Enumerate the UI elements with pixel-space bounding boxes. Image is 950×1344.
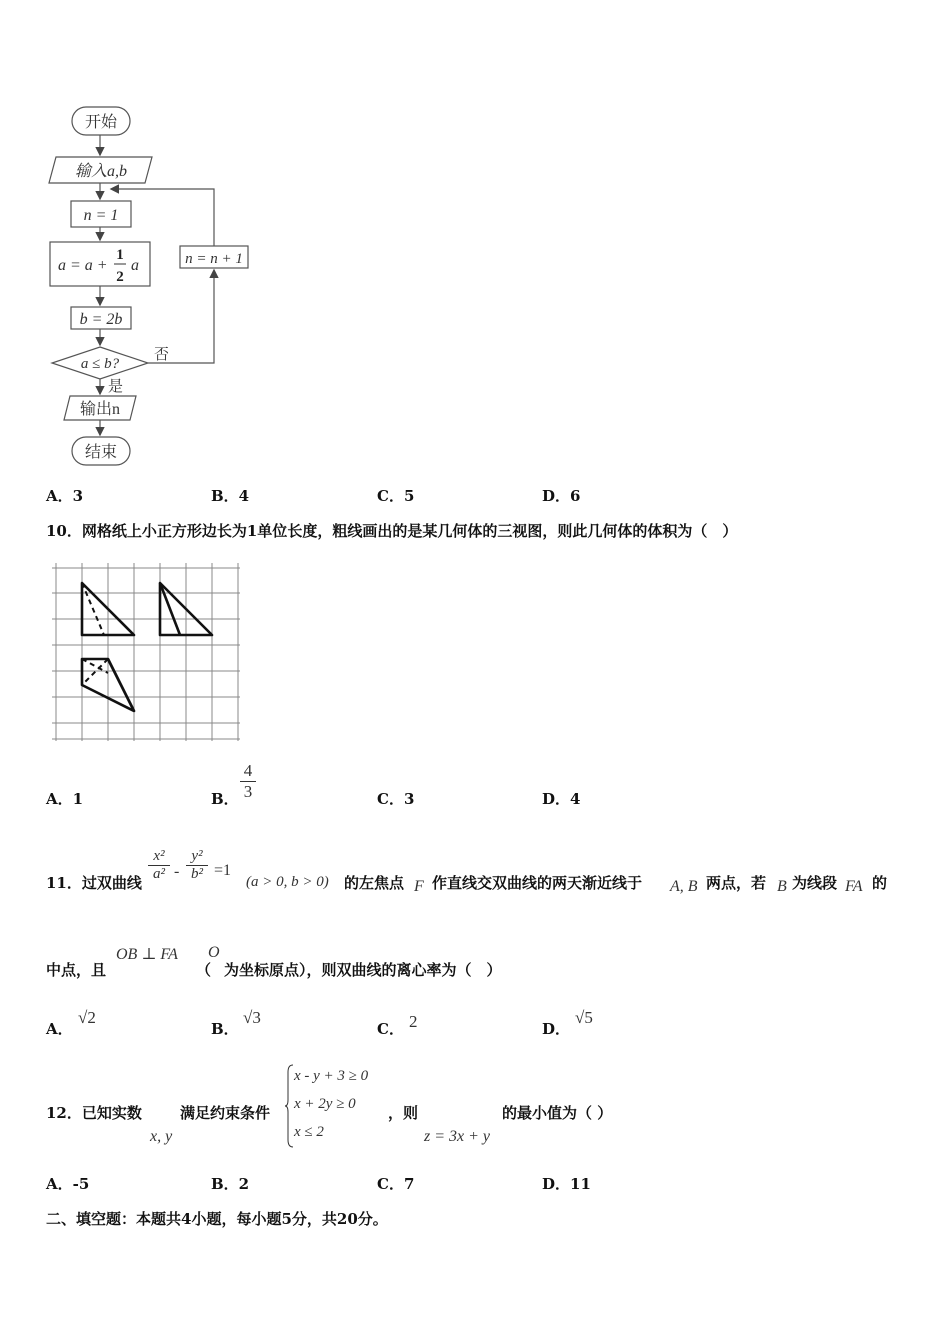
q11-AB: A, B: [670, 878, 698, 895]
q11-option-b-value: √3: [243, 1008, 261, 1027]
q12-brace: [284, 1064, 294, 1148]
q11-O: O: [208, 944, 220, 961]
q9-option-d[interactable]: D．6: [542, 487, 581, 505]
three-view-grid-figure: [52, 563, 242, 743]
q12-prefix: 12．已知实数: [46, 1104, 142, 1122]
q12-suffix: 的最小值为（ ）: [502, 1104, 613, 1122]
q11-F: F: [414, 878, 424, 895]
q12-option-d[interactable]: D．11: [542, 1175, 591, 1193]
q11-line2-suffix: 为坐标原点），则双曲线的离心率为（ ）: [224, 961, 502, 979]
q12-constraint-1: x - y + 3 ≥ 0: [294, 1068, 369, 1084]
q11-B: B: [777, 878, 787, 895]
q12-option-a[interactable]: A．-5: [46, 1175, 90, 1193]
q11-t2: 作直线交双曲线的两天渐近线于: [432, 874, 643, 892]
q10-option-b-den: 3: [240, 781, 256, 802]
q10-option-c[interactable]: C．3: [377, 790, 415, 808]
flow-step-a-left: a = a +: [58, 257, 108, 274]
q11-b2: b²: [186, 865, 208, 883]
q10-option-d[interactable]: D．4: [542, 790, 581, 808]
q10-option-b-label[interactable]: B．: [211, 790, 239, 808]
q9-option-c[interactable]: C．5: [377, 487, 415, 505]
q9-option-a[interactable]: A．3: [46, 487, 84, 505]
q11-eq1: =1: [214, 862, 232, 879]
q9-option-b[interactable]: B．4: [211, 487, 250, 505]
flow-step-a-den: 2: [116, 269, 124, 285]
q11-paren-open: （: [196, 961, 212, 979]
flow-no-label: 否: [154, 347, 170, 363]
flow-step-a-num: 1: [116, 247, 124, 263]
q12-mid: 满足约束条件: [180, 1104, 271, 1122]
q12-z: z = 3x + y: [424, 1128, 491, 1145]
q10-option-b-fraction: [240, 761, 256, 802]
q12-constraint-3: x ≤ 2: [294, 1124, 324, 1140]
q12-constraint-2: x + 2y ≥ 0: [294, 1096, 356, 1112]
flow-end: 结束: [84, 444, 118, 461]
flow-input: 输入a,b: [74, 163, 128, 180]
flow-init: n = 1: [83, 207, 119, 224]
flow-start: 开始: [84, 114, 118, 131]
q11-option-c-value: 2: [409, 1012, 418, 1031]
flow-step-a-right: a: [131, 257, 139, 274]
q11-perp: OB ⊥ FA: [116, 946, 178, 963]
q11-x2: x²: [153, 848, 165, 864]
q12-vars: x, y: [150, 1128, 173, 1145]
q11-FA: FA: [845, 878, 863, 895]
q11-option-a-label[interactable]: A．: [46, 1020, 73, 1038]
flow-output: 输出n: [79, 401, 121, 418]
q11-option-d-value: √5: [575, 1008, 593, 1027]
q11-line2-prefix: 中点，且: [46, 961, 107, 979]
flow-step-b: b = 2b: [79, 311, 123, 328]
q12-constraints: [294, 1062, 368, 1146]
flowchart: [40, 100, 270, 470]
q12-then: ，则: [388, 1104, 419, 1122]
q11-t4: 为线段: [792, 874, 838, 892]
q10-option-b-num: 4: [243, 761, 253, 780]
flow-yes-label: 是: [108, 379, 124, 395]
q11-option-d-label[interactable]: D．: [542, 1020, 571, 1038]
flow-loop: n = n + 1: [185, 251, 243, 267]
q11-t3: 两点，若: [706, 874, 767, 892]
q11-option-a-value: √2: [78, 1008, 96, 1027]
q10-stem: 10．网格纸上小正方形边长为1单位长度，粗线画出的是某几何体的三视图，则此几何体的体积为（ ）: [46, 522, 738, 540]
section-2-heading: 二、填空题：本题共4小题，每小题5分，共20分。: [46, 1210, 388, 1228]
q11-t5: 的: [872, 874, 888, 892]
q11-y2: y²: [191, 848, 203, 864]
q11-prefix: 11．过双曲线: [46, 874, 142, 892]
q11-y2-over-b2: [186, 848, 208, 883]
q10-option-a[interactable]: A．1: [46, 790, 84, 808]
q11-cond: (a > 0, b > 0): [246, 874, 329, 890]
q11-a2: a²: [148, 865, 170, 883]
q11-minus: -: [174, 863, 180, 880]
q11-option-b-label[interactable]: B．: [211, 1020, 239, 1038]
q11-t1: 的左焦点: [344, 874, 405, 892]
q12-option-c[interactable]: C．7: [377, 1175, 415, 1193]
q11-option-c-label[interactable]: C．: [377, 1020, 404, 1038]
flow-condition: a ≤ b?: [80, 356, 120, 372]
q11-x2-over-a2: [148, 848, 170, 883]
q12-option-b[interactable]: B．2: [211, 1175, 250, 1193]
